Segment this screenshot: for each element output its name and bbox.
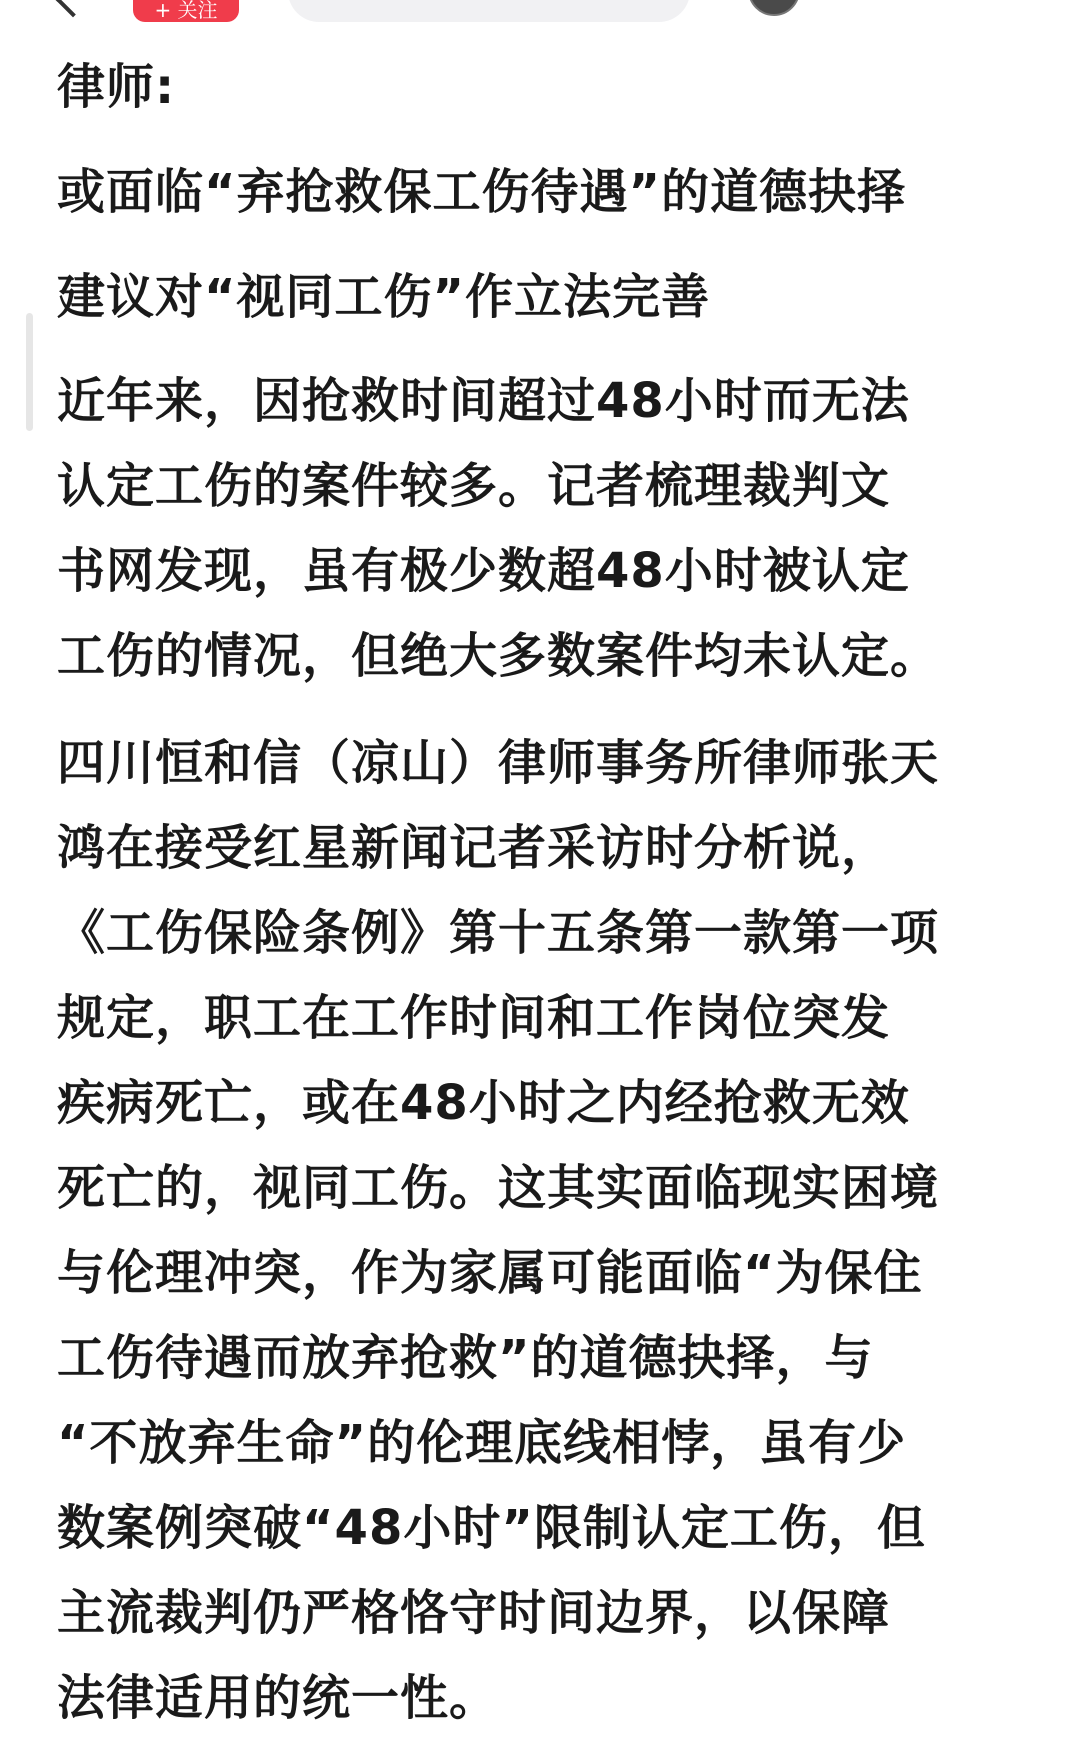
headline-line-2: 建议对“视同工伤”作立法完善 — [57, 269, 711, 325]
paragraph-line: 法律适用的统一性。 — [57, 1670, 499, 1726]
paragraph-line: 疾病死亡，或在48小时之内经抢救无效 — [57, 1075, 910, 1131]
top-navigation-bar — [0, 0, 1080, 26]
avatar[interactable] — [748, 0, 800, 16]
speaker-label: 律师: — [57, 59, 176, 115]
scroll-indicator — [26, 313, 33, 431]
paragraph-line: 书网发现，虽有极少数超48小时被认定 — [57, 543, 910, 599]
paragraph-line: 《工伤保险条例》第十五条第一款第一项 — [57, 905, 940, 961]
paragraph-line: 规定，职工在工作时间和工作岗位突发 — [57, 990, 891, 1046]
paragraph-line: 工伤待遇而放弃抢救”的道德抉择，与 — [57, 1330, 874, 1386]
paragraph-line: 工伤的情况，但绝大多数案件均未认定。 — [57, 628, 940, 684]
paragraph-line: 四川恒和信（凉山）律师事务所律师张天 — [57, 735, 940, 791]
search-bar[interactable] — [288, 0, 690, 22]
paragraph-line: 认定工伤的案件较多。记者梳理裁判文 — [57, 458, 891, 514]
paragraph-line: 死亡的，视同工伤。这其实面临现实困境 — [57, 1160, 940, 1216]
paragraph-1 — [57, 359, 1032, 699]
article-body — [57, 44, 1032, 1741]
paragraph-line: 鸿在接受红星新闻记者采访时分析说， — [57, 820, 891, 876]
paragraph-line: 与伦理冲突，作为家属可能面临“为保住 — [57, 1245, 923, 1301]
paragraph-line: “不放弃生命”的伦理底线相悖，虽有少 — [57, 1415, 907, 1471]
paragraph-2 — [57, 721, 1032, 1741]
follow-button[interactable]: + 关注 — [133, 0, 239, 22]
paragraph-line: 数案例突破“48小时”限制认定工伤，但 — [57, 1500, 926, 1556]
back-arrow-icon[interactable] — [55, 0, 92, 17]
paragraph-line: 主流裁判仍严格恪守时间边界，以保障 — [57, 1585, 891, 1641]
paragraph-line: 近年来，因抢救时间超过48小时而无法 — [57, 373, 910, 429]
headline-line-1: 或面临“弃抢救保工伤待遇”的道德抉择 — [57, 164, 907, 220]
